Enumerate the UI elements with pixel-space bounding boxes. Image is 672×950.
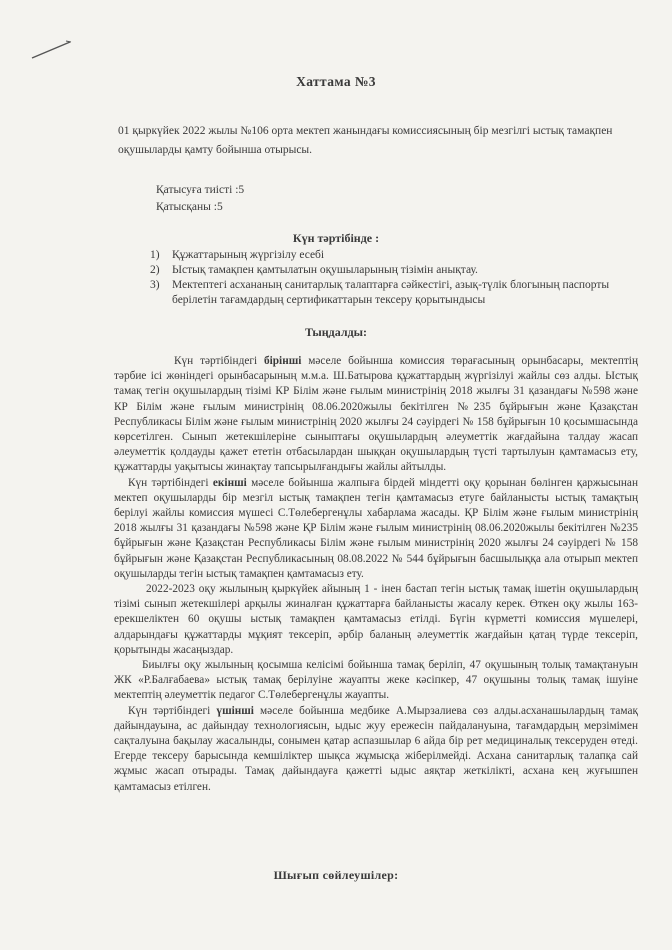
agenda-item — [150, 278, 620, 308]
attendance-block — [156, 182, 244, 216]
agenda-item — [150, 248, 620, 263]
paragraph-lead: Күн тәртібіндегі — [128, 704, 217, 717]
pen-stroke-mark — [30, 38, 74, 60]
keyword-second: екінші — [212, 476, 247, 489]
paragraph-text: мәселе бойынша жалпыға бірдей міндетті оқу қорынан бөлінген қаржысынан мектеп оқушыларды бір мезгіл ыстық тамақпен тегін қамтамасыз етуге байланысты ыстық тамақтың берілуі жайлы комиссия мүшесі С.Төлебергенұлы хабарлама жасады. ҚР Білім және ғылым министрінің 2018 жылғы 31 қазандағы №598 және ҚР Білім және ғылым министрінің 08.06.2020жылы бекітілген №235 бұйрығын және Қазақстан Республикасы Білім және ғылым министрінің 2020 жылғы 24 сәуірдегі № 158 бұйрығын және Қазақстан Республикасының 08.08.2022 № 544 бұйрығын басшылыққа ала отырып мектеп оқушыларды тегін ыстық тамақпен қамтамасыз ету. — [114, 476, 638, 580]
paragraph-text: мәселе бойынша медбике А.Мырзалиева сөз алды.асханашылардың тамақ дайындауына, ас дайындау технологиясын, ыдыс жуу ережесін пайдалануына, тағамдардың мерзімімен сақталуына бақылау жасалынды, сонымен қатар аспазшылар 6 айда бір рет медициналық тексеруден өтеді. Егерде тексеру барысында кемшіліктер шықса жұмысқа жіберілмейді. Асхана санитарлық талапқа сай жұмыс жасап отырады. Тамақ дайындауға қажетті ыдыс аяқтар жеткілікті, асхана кең жуғышпен қамтамасыз етілген. — [114, 704, 639, 793]
paragraph-second-issue — [114, 476, 638, 582]
minutes-body — [114, 354, 638, 795]
attendance-required: Қатысуға тиісті :5 — [156, 184, 245, 196]
paragraph-text: мәселе бойынша комиссия төрағасының орынбасары, мектептің тәрбие ісі жөніндегі орынбасарының м.м.а. Ш.Батырова құжаттардың жүргізілуі жайлы сөз алды. Ыстық тамақ тегін оқушылардың тізімі КР Білім және ғылым министрінің 2018 жылғы 31 қазандағы №598 және КР Білім және ғылым министрінің 08.06.2020жылы бекітілген №235 бұйрығын және Қазақстан Республикасы Білім және ғылым министрінің 2020 жылғы 24 сәуірдегі № 158 бұйрығын 10 қосымшасында көрсетілген. Сынып жетекшілеріне сыныптағы оқушылардың әлеуметтік жағдайына талдау жасап әлеуметтік қолдауды қажет ететін отбасылардан шыққан оқушылардың түсті тартылуын қамтамасыз ету, құжаттарды уақытысы жинақтау тапсырылғандығы жайлы айтылды. — [114, 355, 638, 474]
listened-heading: Тыңдалды: — [304, 325, 368, 339]
agenda-item — [150, 263, 620, 278]
agenda-item-number: 2) — [150, 264, 160, 276]
keyword-third: үшінші — [216, 704, 254, 717]
document-title: Хаттама №3 — [296, 74, 376, 89]
agenda-item-text: Құжаттарының жүргізілу есебі — [172, 249, 325, 261]
paragraph-lead: Күн тәртібіндегі — [174, 355, 264, 367]
paragraph-school-year: 2022-2023 оқу жылының қыркүйек айының 1 - інен бастап тегін ыстық тамақ ішетін оқушылардың тізімі сынып жетекшілері арқылы жиналған құжаттарға байланысты жасалу керек. Өткен оқу жылы 163-ерекшеліктен 60 оқушы ыстық тамақпен қамтамасыз етілді. Бүгін күрметті комиссия мүшелері, алдарындағы құжаттарды мұқият тексеріп, әрбір баланың әлеуметтік жағдайын қатаң түрде тексеріп, қорытынды жасаңыздар. — [114, 583, 638, 656]
paragraph-third-issue — [114, 704, 638, 795]
agenda-item-number: 3) — [150, 279, 160, 291]
speakers-heading: Шығып сөйлеушілер: — [273, 868, 399, 882]
agenda-item-number: 1) — [150, 249, 160, 261]
attendance-present: Қатысқаны :5 — [156, 201, 223, 213]
paragraph-lead: Күн тәртібіндегі — [128, 476, 213, 489]
agenda-item-text: Ыстық тамақпен қамтылатын оқушыларының тізімін анықтау. — [172, 264, 478, 276]
agenda-list — [150, 248, 620, 308]
agenda-heading: Күн тәртібінде : — [292, 231, 380, 245]
keyword-first: бірінші — [263, 355, 302, 367]
paragraph-first-issue — [114, 354, 638, 476]
intro-text: 01 қыркүйек 2022 жылы №106 орта мектеп жанындағы комиссиясының бір мезгілгі ыстық тамақпен оқушыларды қамту бойынша отырысы. — [118, 125, 613, 156]
paragraph-contract: Биылғы оқу жылының қосымша келісімі бойынша тамақ беріліп, 47 оқушының толық тамақтануын ЖК «Р.Балғабаева» ыстық тамақ берілуіне жауапты жеке кәсіпкер, 47 оқушыны толық тамақ ішуіне мектептің әлеуметтік педагог С.Төлебергенұлы жауапты. — [114, 659, 638, 702]
agenda-item-text: Мектептегі асхананың санитарлық талаптарға сәйкестігі, азық-түлік блогының паспорты берілетін тағамдардың сертификаттарын тексеру қорытындысы — [172, 279, 610, 306]
